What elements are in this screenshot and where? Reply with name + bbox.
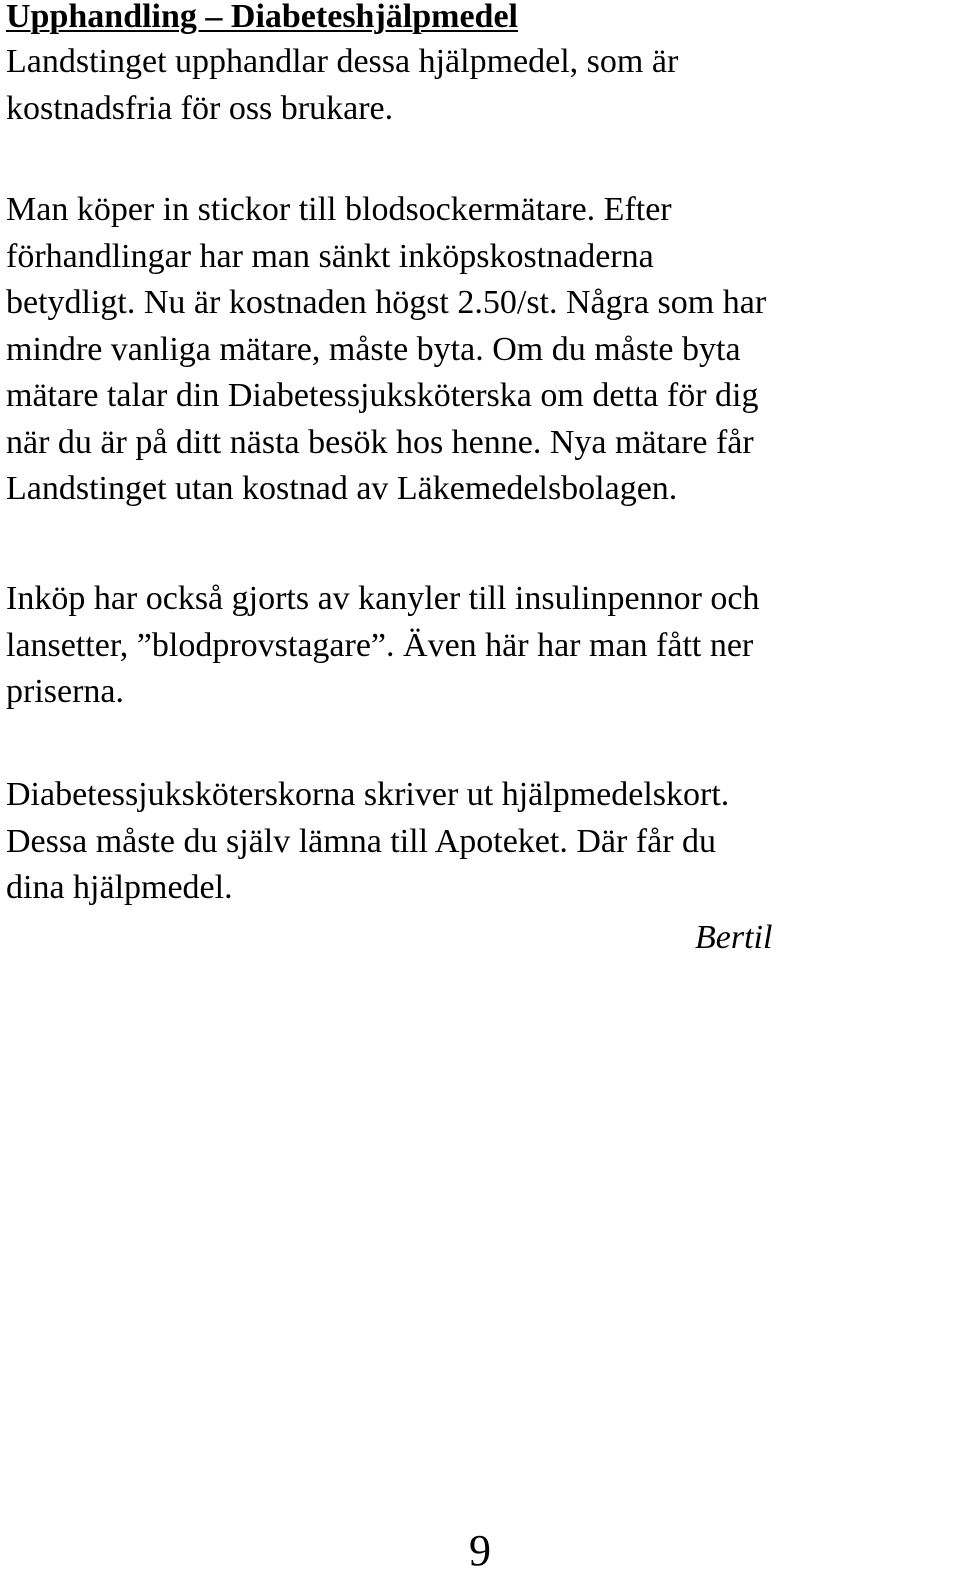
page-title: Upphandling – Diabeteshjälpmedel	[6, 0, 518, 35]
paragraph-line: dina hjälpmedel.	[6, 869, 233, 906]
author-signature: Bertil	[695, 919, 773, 956]
paragraph-line: Dessa måste du själv lämna till Apoteket. Där får du	[6, 822, 717, 860]
paragraph-line: mindre vanliga mätare, måste byta. Om du måste byta	[6, 330, 741, 368]
paragraph-line: förhandlingar har man sänkt inköpskostnaderna	[6, 237, 654, 275]
paragraph-line: när du är på ditt nästa besök hos henne. Nya mätare får	[6, 423, 754, 461]
paragraph-needles	[6, 576, 760, 716]
paragraph-line: Landstinget upphandlar dessa hjälpmedel, som är	[6, 43, 679, 80]
paragraph-line: betydligt. Nu är kostnaden högst 2.50/st. Några som har	[6, 284, 767, 321]
paragraph-line: mätare talar din Diabetessjuksköterska om detta för dig	[6, 377, 759, 414]
paragraph-line: Landstinget utan kostnad av Läkemedelsbolagen.	[6, 470, 678, 507]
paragraph-line: lansetter, ”blodprovstagare”. Även här har man fått ner	[6, 626, 754, 664]
page-number: 9	[469, 1526, 491, 1575]
paragraph-test-strips	[6, 187, 766, 513]
paragraph-line: Diabetessjuksköterskorna skriver ut hjälpmedelskort.	[6, 776, 730, 813]
paragraph-aid-cards	[6, 772, 729, 912]
paragraph-intro	[6, 39, 678, 132]
paragraph-line: kostnadsfria för oss brukare.	[6, 89, 394, 127]
paragraph-line: priserna.	[6, 673, 125, 710]
paragraph-line: Man köper in stickor till blodsockermätare. Efter	[6, 191, 672, 228]
paragraph-line: Inköp har också gjorts av kanyler till insulinpennor och	[6, 580, 760, 617]
